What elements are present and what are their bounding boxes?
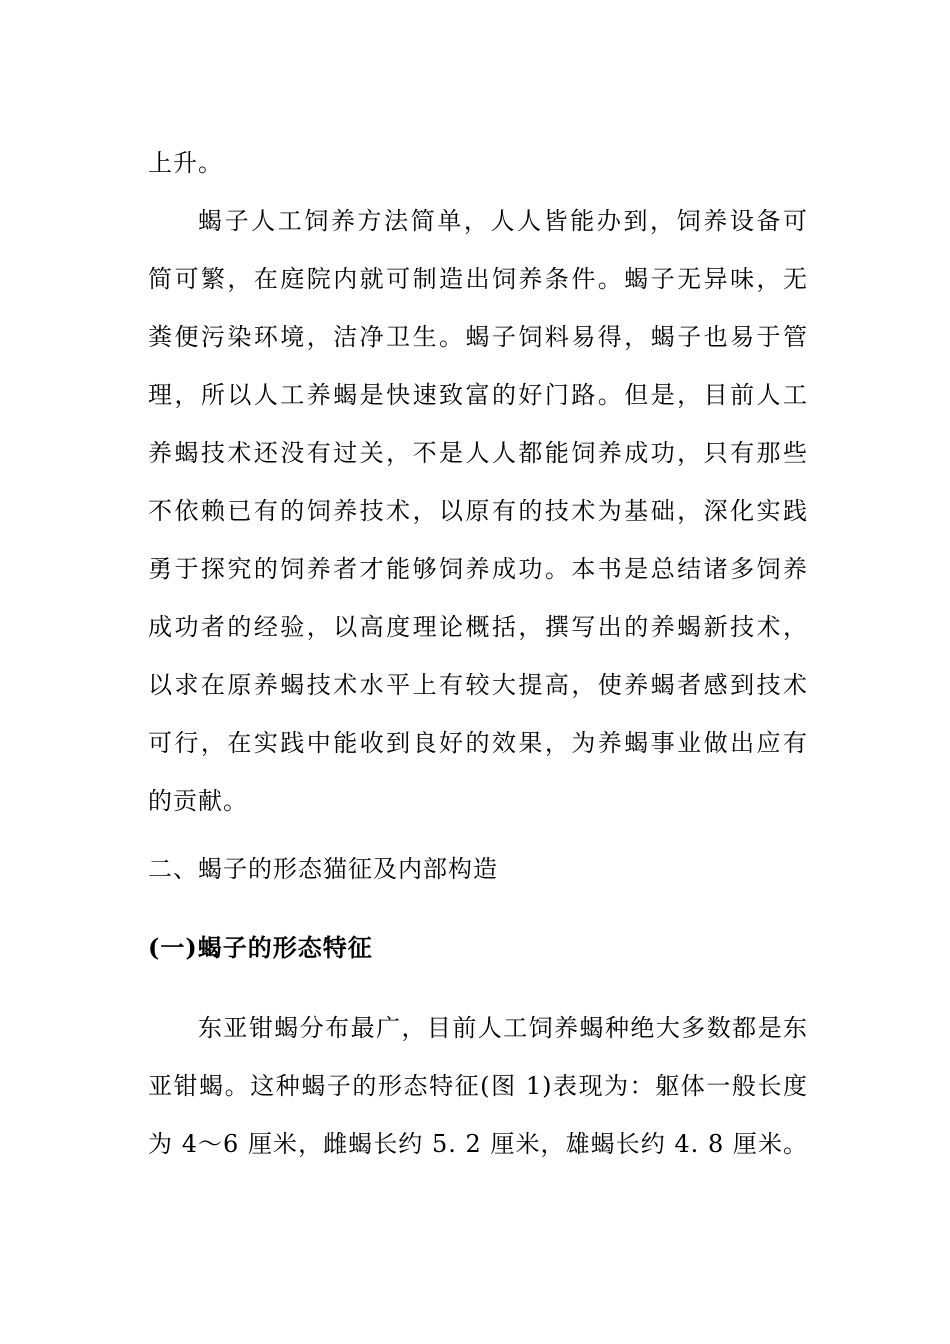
section-heading: 二、蝎子的形态猫征及内部构造 [148,855,498,883]
paragraph-line: 简可繁，在庭院内就可制造出饲养条件。蝎子无异味，无 [148,265,808,293]
paragraph-line: 可行，在实践中能收到良好的效果，为养蝎事业做出应有 [148,729,808,757]
paragraph-line: 的贡献。 [148,787,248,815]
paragraph-line: 成功者的经验，以高度理论概括，撰写出的养蝎新技术， [148,613,808,641]
paragraph-line: 养蝎技术还没有过关，不是人人都能饲养成功，只有那些 [148,439,808,467]
paragraph-line: 东亚钳蝎分布最广，目前人工饲养蝎种绝大多数都是东 [198,1014,808,1042]
paragraph-line: 为 4～6 厘米，雌蝎长约 5. 2 厘米，雄蝎长约 4. 8 厘米。 [148,1130,808,1158]
paragraph-line: 以求在原养蝎技术水平上有较大提高，使养蝎者感到技术 [148,671,808,699]
paragraph-line: 不依赖已有的饲养技术，以原有的技术为基础，深化实践 [148,497,808,525]
paragraph-line: 亚钳蝎。这种蝎子的形态特征(图 1)表现为：躯体一般长度 [148,1072,808,1100]
paragraph-line: 勇于探究的饲养者才能够饲养成功。本书是总结诸多饲养 [148,555,808,583]
paragraph-line: 蝎子人工饲养方法简单，人人皆能办到，饲养设备可 [198,207,808,235]
paragraph-line: 上升。 [148,149,223,177]
paragraph-line: 理，所以人工养蝎是快速致富的好门路。但是，目前人工 [148,381,808,409]
paragraph-line: 粪便污染环境，洁净卫生。蝎子饲料易得，蝎子也易于管 [148,323,808,351]
subsection-heading: (一)蝎子的形态特征 [148,933,373,962]
